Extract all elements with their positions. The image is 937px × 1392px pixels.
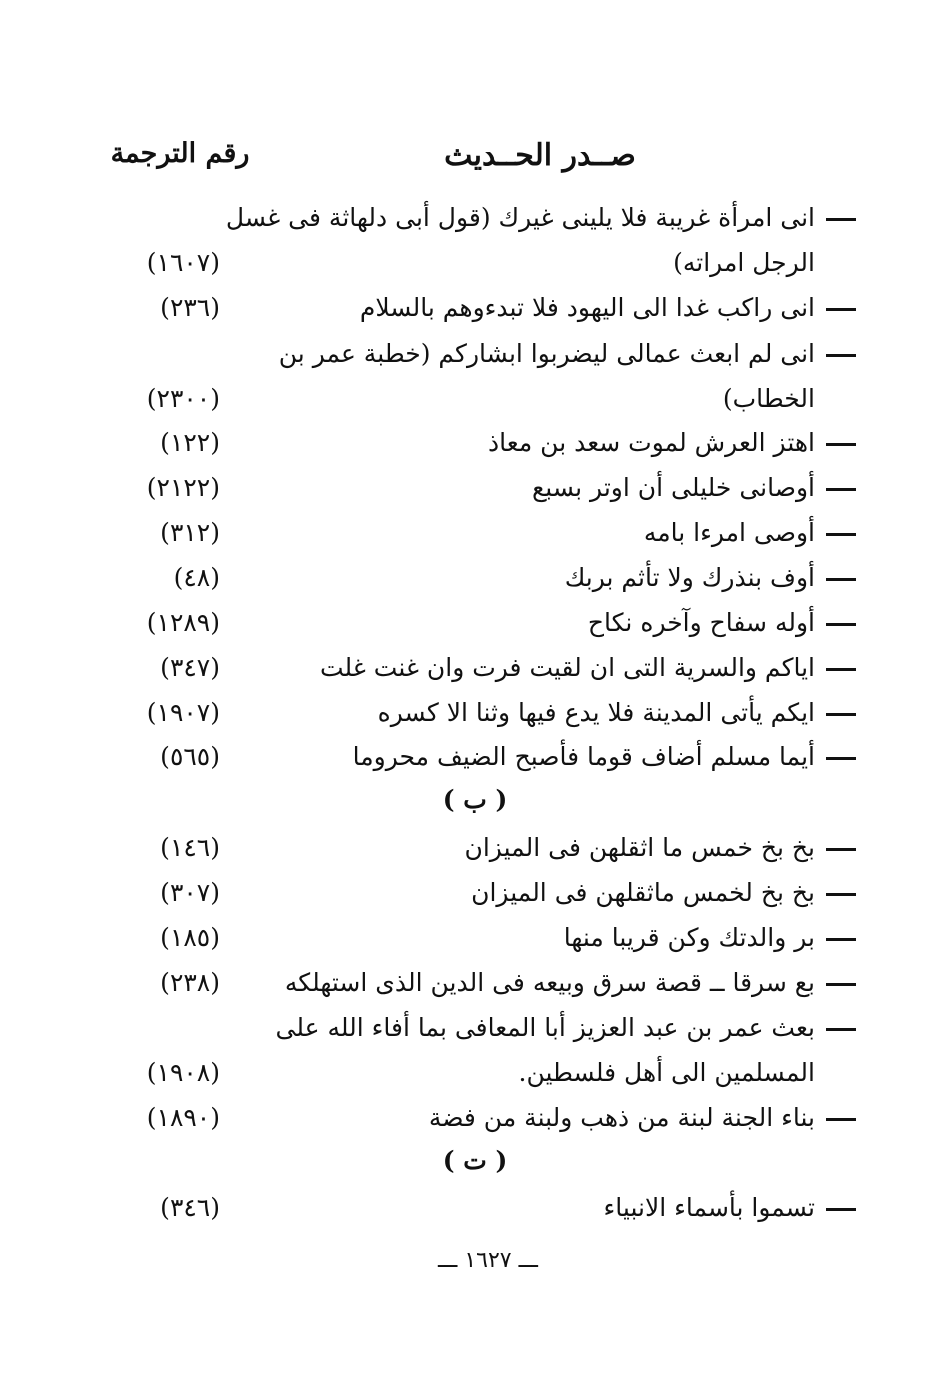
- entry-ref: (٥٦٥): [160, 742, 220, 771]
- list-item: [0, 601, 937, 645]
- entry-ref: (١٨٥): [160, 923, 220, 952]
- entry-text: أوصانى خليلى أن اوتر بسبع: [531, 473, 815, 502]
- list-item: [0, 735, 937, 779]
- entry-text: أوله سفاح وآخره نكاح: [587, 608, 815, 637]
- entry-text: بناء الجنة لبنة من ذهب ولبنة من فضة: [428, 1103, 815, 1132]
- entry-continuation: الخطاب): [722, 384, 815, 413]
- dash-marker: [826, 308, 856, 311]
- list-item-continuation: [0, 377, 937, 421]
- list-item: [0, 871, 937, 915]
- entry-ref: (٢٣٦): [160, 293, 220, 322]
- entry-text: اياكم والسرية التى ان لقيت فرت وان غنت غلت: [319, 653, 815, 682]
- entry-ref: (٣٤٧): [160, 653, 220, 682]
- entry-ref: (١٦٠٧): [146, 248, 220, 277]
- entry-ref: (١٤٦): [160, 833, 220, 862]
- dash-marker: [826, 668, 856, 671]
- entry-text: بخ بخ لخمس ماثقلهن فى الميزان: [471, 878, 815, 907]
- entry-ref: (٢٣٠٠): [146, 384, 220, 413]
- list-item: [0, 511, 937, 555]
- entry-text: بخ بخ خمس ما اثقلهن فى الميزان: [464, 833, 815, 862]
- entry-text: انى لم ابعث عمالى ليضربوا ابشاركم (خطبة عمر بن: [278, 339, 815, 368]
- entry-ref: (١٩٠٨): [146, 1058, 220, 1087]
- entry-ref: (٢٣٨): [160, 968, 220, 997]
- entry-ref: (١٢٨٩): [146, 608, 220, 637]
- entry-ref: (١٢٢): [160, 428, 220, 457]
- list-item: [0, 1006, 937, 1050]
- list-item: [0, 1096, 937, 1140]
- dash-marker: [826, 443, 856, 446]
- entry-text: أوف بنذرك ولا تأثم بربك: [564, 563, 815, 592]
- entry-text: بعث عمر بن عبد العزيز أبا المعافى بما أفاء الله على: [275, 1013, 815, 1042]
- entry-ref: (٢١٢٢): [146, 473, 220, 502]
- list-item: [0, 332, 937, 376]
- dash-marker: [826, 218, 856, 221]
- section-heading-ta: ( ت ): [442, 1146, 508, 1175]
- entry-ref: (١٩٠٧): [146, 698, 220, 727]
- dash-marker: [826, 848, 856, 851]
- dash-marker: [826, 623, 856, 626]
- entry-continuation: الرجل امراته): [673, 248, 815, 277]
- dash-marker: [826, 488, 856, 491]
- list-item: [0, 961, 937, 1005]
- entry-ref: (١٨٩٠): [146, 1103, 220, 1132]
- entry-continuation: المسلمين الى أهل فلسطين.: [518, 1058, 815, 1087]
- entry-text: بر والدتك وكن قريبا منها: [563, 923, 815, 952]
- list-item: [0, 556, 937, 600]
- entry-text: تسموا بأسماء الانبياء: [603, 1193, 815, 1222]
- list-item: [0, 826, 937, 870]
- list-item-continuation: [0, 241, 937, 285]
- dash-marker: [826, 893, 856, 896]
- entry-text: انى راكب غدا الى اليهود فلا تبدءوهم بالسلام: [359, 293, 815, 322]
- dash-marker: [826, 713, 856, 716]
- section-heading-ba: ( ب ): [442, 785, 508, 814]
- list-item: [0, 286, 937, 330]
- dash-marker: [826, 533, 856, 536]
- dash-marker: [826, 938, 856, 941]
- dash-marker: [826, 757, 856, 760]
- dash-marker: [826, 1118, 856, 1121]
- entry-text: اهتز العرش لموت سعد بن معاذ: [488, 428, 815, 457]
- entry-ref: (٣١٢): [160, 518, 220, 547]
- list-item: [0, 196, 937, 240]
- entry-ref: (٣٤٦): [160, 1193, 220, 1222]
- dash-marker: [826, 578, 856, 581]
- column-title-hadith: صــدر الحــديث: [444, 138, 636, 173]
- list-item-continuation: [0, 1051, 937, 1095]
- entry-ref: (٣٠٧): [160, 878, 220, 907]
- entry-text: أيما مسلم أضاف قوما فأصبح الضيف محروما: [352, 742, 815, 771]
- column-title-ref: رقم الترجمة: [110, 138, 250, 169]
- entry-text: بع سرقا ــ قصة سرق وبيعه فى الدين الذى استهلكه: [284, 968, 815, 997]
- dash-marker: [826, 983, 856, 986]
- entry-text: ايكم يأتى المدينة فلا يدع فيها وثنا الا كسره: [377, 698, 815, 727]
- entry-text: انى امرأة غريبة فلا يلينى غيرك (قول أبى دلهاثة فى غسل: [225, 203, 815, 232]
- list-item: [0, 466, 937, 510]
- dash-marker: [826, 1028, 856, 1031]
- page-number: ـــ ١٦٢٧ ـــ: [438, 1248, 538, 1273]
- list-item: [0, 916, 937, 960]
- list-item: [0, 1186, 937, 1230]
- list-item: [0, 646, 937, 690]
- list-item: [0, 691, 937, 735]
- dash-marker: [826, 1208, 856, 1211]
- entry-ref: (٤٨): [173, 563, 220, 592]
- list-item: [0, 421, 937, 465]
- dash-marker: [826, 354, 856, 357]
- entry-text: أوصى امرءا بامه: [643, 518, 815, 547]
